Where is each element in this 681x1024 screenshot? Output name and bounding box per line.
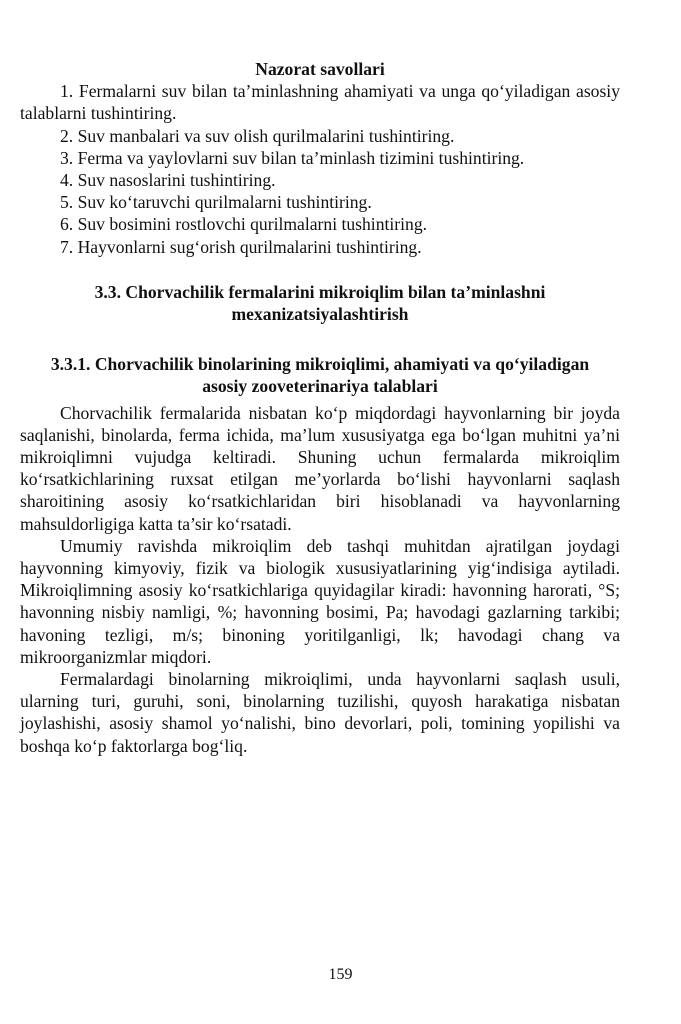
questions-title: Nazorat savollari [255,59,385,79]
subsection-heading: 3.3.1. Chorvachilik binolarining mikroiqlimi, ahamiyati va qo‘yiladigan asosiy zooveterinariya talablari [50,354,590,397]
page-content [20,58,620,757]
question-item: 2. Suv manbalari va suv olish qurilmalarini tushintiring. [60,125,455,146]
question-item: 6. Suv bosimini rostlovchi qurilmalarni tushintiring. [60,214,428,235]
body-paragraph: Umumiy ravishda mikroiqlim deb tashqi muhitdan ajratilgan joydagi hayvonning kimyoviy, fizik va biologik xususiyatlarining yig‘indisiga aytiladi. Mikroiqlimning asosiy ko‘rsatkichlariga quyidagilar kiradi: havonning harorati, °S; havonning nisbiy namligi, %; havonning bosimi, Pa; havodagi gazlarning tarkibi; havoning tezligi, m/s; binoning yoritilganligi, lk; havodagi chang va mikroorganizmlar miqdori. [20,535,620,667]
body-paragraph: Fermalardagi binolarning mikroiqlimi, unda hayvonlarni saqlash usuli, ularning turi, guruhi, soni, binolarning tuzilishi, quyosh harakatiga nisbatan joylashishi, asosiy shamol yo‘nalishi, bino devorlari, poli, tomining yopilishi va boshqa ko‘p faktorlarga bog‘liq. [20,669,620,756]
question-item: 1. Fermalarni suv bilan ta’minlashning ahamiyati va unga qo‘yiladigan asosiy talablarni tushintiring. [20,81,620,124]
questions-list [20,80,620,258]
question-item: 3. Ferma va yaylovlarni suv bilan ta’minlash tizimini tushintiring. [60,147,525,168]
question-item: 4. Suv nasoslarini tushintiring. [60,170,276,191]
question-item: 5. Suv ko‘taruvchi qurilmalarni tushintiring. [60,192,372,213]
body-paragraph: Chorvachilik fermalarida nisbatan ko‘p miqdordagi hayvonlarning bir joyda saqlanishi, binolarda, ferma ichida, ma’lum xususiyatga ega bo‘lgan muhitni ya’ni mikroiqlimni vujudga keltiradi. Shuning uchun fermalarda mikroiqlim ko‘rsatkichlarining ruxsat etilgan me’yorlarda bo‘lishi hayvonlarni saqlash sharoitining asosiy ko‘rsatkichlaridan biri hisoblanadi va hayvonlarning mahsuldorligiga katta ta’sir ko‘rsatadi. [20,402,620,534]
section-heading: 3.3. Chorvachilik fermalarini mikroiqlim bilan ta’minlashni mexanizatsiyalashtirish [94,281,546,325]
question-item: 7. Hayvonlarni sug‘orish qurilmalarini tushintiring. [60,236,422,257]
page-number: 159 [328,966,353,983]
